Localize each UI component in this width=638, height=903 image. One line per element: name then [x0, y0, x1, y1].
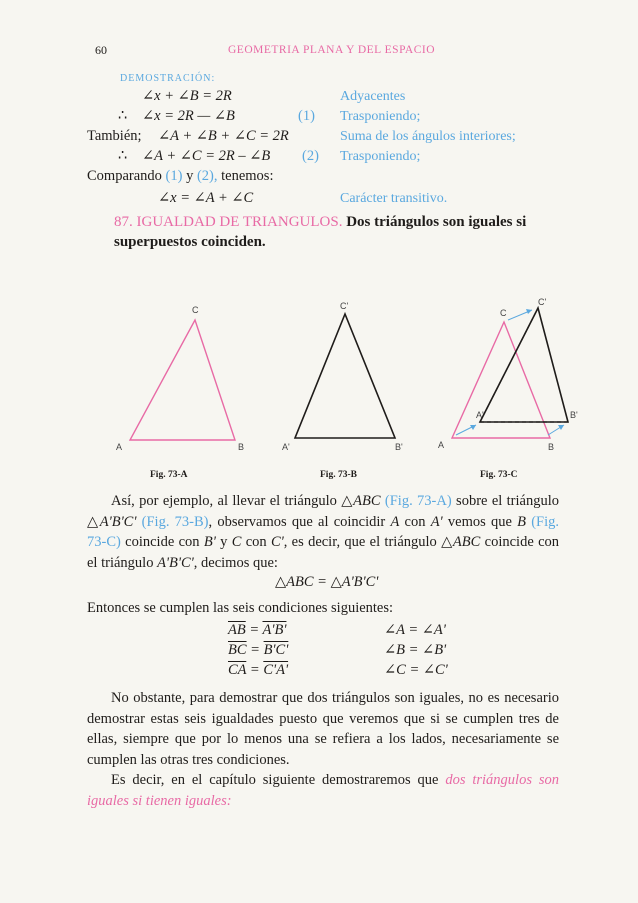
comparing-and: y — [186, 168, 194, 184]
demo-justification-2: Trasponiendo; — [340, 109, 421, 124]
p1-math-b1: B' — [203, 534, 216, 550]
condition-side-bc: $\overline{BC} = B'C'$ — [228, 642, 289, 658]
figure-73b — [270, 300, 420, 460]
side-ca: $\overline{CA}$ — [228, 662, 247, 678]
demo-line-3-prefix: También; — [87, 128, 142, 144]
triangle-a1b1c1-fixed — [480, 308, 568, 422]
p1-math-a1b1c1-2: A'B'C' — [157, 554, 194, 571]
equation-ref-2: (2) — [302, 148, 319, 164]
demo-justification-1: Adyacentes — [340, 89, 406, 104]
p1-math-abc-2: △ABC — [441, 534, 481, 550]
vertex-label-c1-fixed: C' — [538, 297, 547, 307]
vertex-label-b-moving: B — [548, 442, 555, 452]
p4-highlight: dos triángulos son iguales si tienen iguales: — [87, 772, 559, 809]
demo-line-5 — [87, 168, 273, 185]
paragraph-superposition — [87, 491, 559, 573]
triangle-a1b1c1 — [295, 314, 395, 438]
comparing-tenemos: tenemos: — [221, 168, 274, 184]
condition-angle-c: ∠C = ∠C' — [384, 662, 448, 678]
demo-line-3: ∠A + ∠B + ∠C = 2R — [158, 128, 289, 144]
side-ab: $\overline{AB}$ — [228, 622, 246, 638]
figure-73a — [110, 300, 260, 460]
p1-math-a1b1c1: △A'B'C' — [87, 513, 137, 530]
demo-justification-6: Carácter transitivo. — [340, 191, 448, 206]
paragraph-three-conditions: No obstante, para demostrar que dos triángulos son iguales, no es necesario demostrar estas seis igualdades puesto que veremos que si se cumplen tres de ellas, siempre que por lo menos una se refiera a los lados, necesariamente se cumplen las otras tres condiciones. — [87, 690, 559, 768]
comparing-ref-1: (1) — [165, 168, 183, 184]
therefore-symbol-2: ∴ — [118, 148, 128, 164]
vertex-label-a1-fixed: A' — [476, 410, 484, 420]
side-c1a1: C'A' — [263, 662, 289, 678]
vertex-label-c1: C' — [340, 301, 349, 311]
vertex-label-b1-fixed: B' — [570, 410, 578, 420]
figure-73c — [432, 296, 582, 460]
therefore-symbol-1: ∴ — [118, 108, 128, 124]
section-87-title: 87. IGUALDAD DE TRIANGULOS. — [114, 214, 343, 230]
demo-line-1: ∠x + ∠B = 2R — [142, 88, 232, 104]
demo-line-4: ∠A + ∠C = 2R – ∠B — [142, 148, 271, 164]
p4-text: Es decir, en el capítulo siguiente demostraremos que — [111, 772, 446, 788]
p1-math-a: A — [390, 513, 400, 530]
page-number: 60 — [95, 43, 107, 57]
p1-text-3: , observamos que al coincidir — [208, 513, 391, 530]
vertex-label-c-moving: C — [500, 308, 507, 318]
p2-text: Entonces se cumplen las seis condiciones siguientes: — [87, 600, 394, 616]
demo-justification-4: Trasponiendo; — [340, 149, 421, 164]
section-87-heading — [114, 212, 559, 252]
vertex-label-a: A — [116, 442, 123, 452]
p1-text-2: sobre el triángulo — [456, 493, 559, 509]
caption-fig-73c: Fig. 73-C — [480, 470, 518, 480]
arrowhead-b — [558, 425, 564, 430]
caption-fig-73b: Fig. 73-B — [320, 470, 357, 480]
condition-angle-b: ∠B = ∠B' — [384, 642, 447, 658]
p1-text-11: , decimos que: — [193, 554, 278, 571]
p1-ref-fig-a: (Fig. 73-A) — [380, 493, 457, 509]
vertex-label-c: C — [192, 305, 199, 315]
side-bc: $\overline{BC}$ — [228, 642, 247, 658]
section-87-definition: Dos triángulos son iguales si superpuestos coinciden. — [114, 214, 527, 250]
running-title: GEOMETRIA PLANA Y DEL ESPACIO — [228, 44, 436, 56]
p1-text-4: con — [399, 513, 431, 530]
vertex-label-a-moving: A — [438, 440, 445, 450]
paragraph-six-conditions — [87, 598, 559, 619]
demo-justification-3: Suma de los ángulos interiores; — [340, 129, 516, 144]
p1-text-1: Así, por ejemplo, al llevar el triángulo — [111, 493, 342, 509]
p1-text-8: con — [241, 534, 271, 550]
equation-ref-1: (1) — [298, 108, 315, 124]
p1-math-c1: C' — [270, 534, 284, 550]
condition-side-ab: $\overline{AB} = A'B'$ — [228, 622, 287, 638]
comparing-ref-2: (2), — [196, 168, 218, 184]
p1-text-7: y — [215, 534, 232, 550]
p1-text-6: coincide con — [125, 534, 204, 550]
caption-fig-73a: Fig. 73-A — [150, 470, 188, 480]
demonstration-label: DEMOSTRACIÓN: — [120, 73, 216, 84]
condition-side-ca: $\overline{CA} = C'A'$ — [228, 662, 289, 678]
arrowhead-c — [526, 309, 532, 314]
side-a1b1: A'B' — [262, 622, 287, 638]
side-b1c1: B'C' — [263, 642, 289, 658]
p1-math-b: B — [517, 513, 526, 530]
demo-line-6: ∠x = ∠A + ∠C — [158, 190, 254, 206]
comparing-text: Comparando — [87, 168, 162, 184]
demo-line-2: ∠x = 2R — ∠B — [142, 108, 235, 124]
triangle-abc — [130, 320, 235, 440]
p1-text-9: , es decir, que el triángulo — [283, 534, 442, 550]
p1-math-abc: △ABC — [341, 493, 381, 509]
p1-text-10: coincide con el triángulo — [87, 534, 560, 571]
p1-ref-fig-b: (Fig. 73-B) — [136, 513, 209, 530]
paragraph-next-chapter — [87, 770, 559, 811]
p1-math-a1: A' — [430, 513, 443, 530]
vertex-label-b1: B' — [395, 442, 403, 452]
p1-text-5: vemos que — [442, 513, 518, 530]
p1-ref-fig-c: (Fig. 73-C) — [87, 513, 560, 550]
condition-angle-a: ∠A = ∠A' — [384, 622, 446, 638]
equation-triangle-equality: △ABC = △A'B'C' — [275, 574, 379, 590]
vertex-label-a1: A' — [282, 442, 290, 452]
p1-math-c: C — [231, 534, 242, 550]
vertex-label-b: B — [238, 442, 245, 452]
